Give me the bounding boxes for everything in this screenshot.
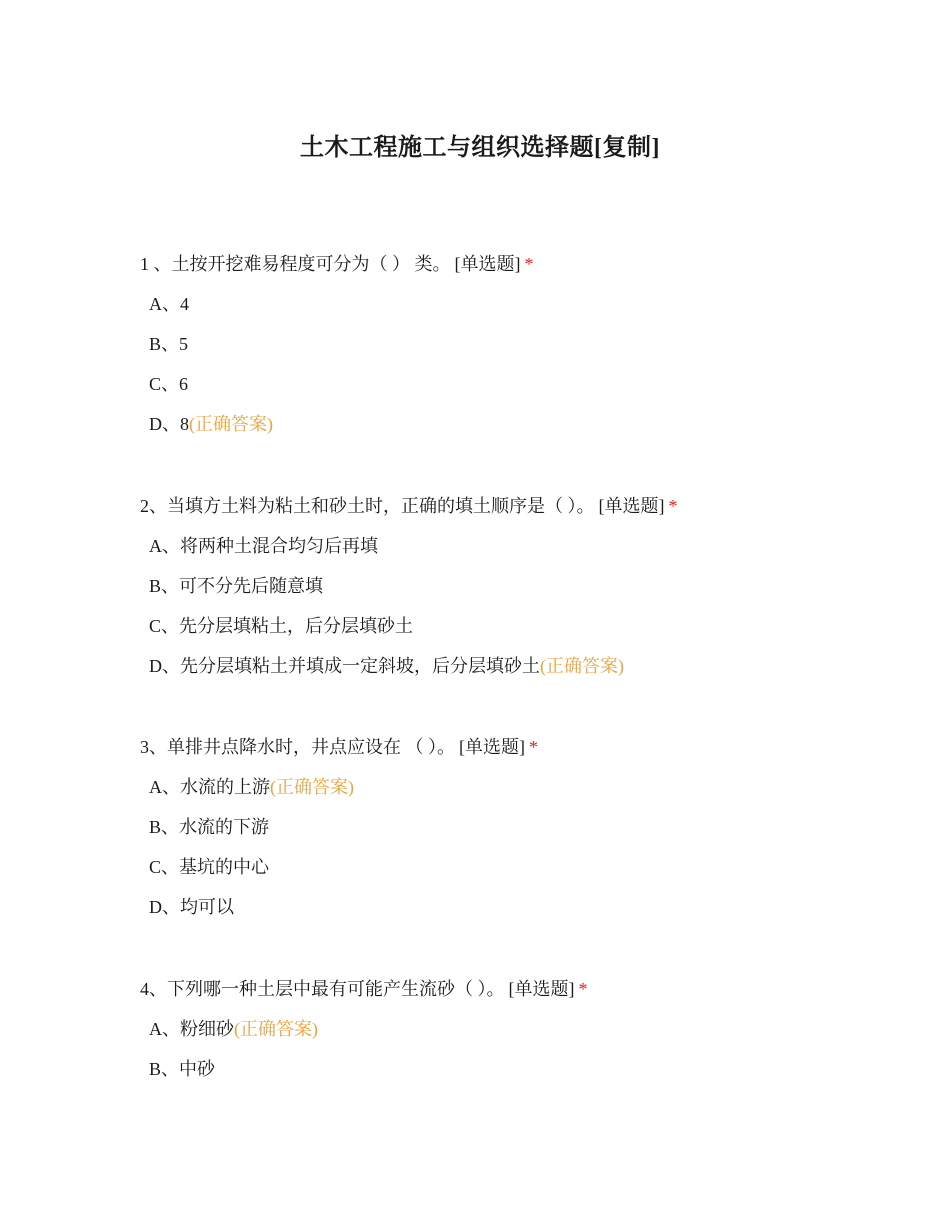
correct-answer-mark: (正确答案) [189, 414, 273, 434]
option-label: D、先分层填粘土并填成一定斜坡，后分层填砂土 [149, 656, 540, 676]
question-2 [140, 493, 900, 693]
option-a[interactable] [149, 291, 900, 317]
option-b[interactable] [149, 814, 900, 840]
option-b[interactable] [149, 331, 900, 357]
correct-answer-mark: (正确答案) [540, 656, 624, 676]
option-list [140, 291, 900, 437]
question-type: [单选题] [508, 979, 575, 999]
option-label: B、水流的下游 [149, 817, 270, 837]
question-stem: 4、下列哪一种土层中最有可能产生流砂（ ）。 [140, 979, 505, 999]
page-title: 土木工程施工与组织选择题[复制] [300, 135, 660, 162]
correct-answer-mark: (正确答案) [270, 777, 354, 797]
required-star: * [524, 254, 534, 274]
question-text [140, 493, 900, 519]
question-text [140, 734, 900, 760]
option-list [140, 533, 900, 679]
option-a[interactable] [149, 774, 900, 800]
option-d[interactable] [149, 411, 900, 437]
option-label: A、水流的上游 [149, 777, 270, 797]
question-type: [单选题] [459, 737, 525, 757]
question-type: [单选题] [454, 254, 521, 274]
option-label: C、先分层填粘土，后分层填砂土 [149, 616, 414, 636]
option-label: B、中砂 [149, 1059, 216, 1079]
option-label: D、8 [149, 414, 189, 434]
option-c[interactable] [149, 854, 900, 880]
option-label: A、粉细砂 [149, 1019, 234, 1039]
question-4 [140, 976, 900, 1096]
option-a[interactable] [149, 533, 900, 559]
question-3 [140, 734, 900, 934]
option-d[interactable] [149, 894, 900, 920]
question-text [140, 251, 900, 277]
option-b[interactable] [149, 573, 900, 599]
option-label: A、4 [149, 294, 189, 314]
required-star: * [578, 979, 588, 999]
option-a[interactable] [149, 1016, 900, 1042]
option-label: C、6 [149, 374, 189, 394]
question-text [140, 976, 900, 1002]
option-b[interactable] [149, 1056, 900, 1082]
option-list [140, 1016, 900, 1082]
question-stem: 3、单排井点降水时，井点应设在 （ ）。 [140, 737, 455, 757]
correct-answer-mark: (正确答案) [234, 1019, 318, 1039]
option-label: A、将两种土混合均匀后再填 [149, 536, 378, 556]
required-star: * [529, 737, 538, 757]
question-stem: 2、当填方土料为粘土和砂土时，正确的填土顺序是（ ）。 [140, 496, 595, 516]
option-label: B、5 [149, 334, 189, 354]
option-c[interactable] [149, 613, 900, 639]
option-label: D、均可以 [149, 897, 234, 917]
option-c[interactable] [149, 371, 900, 397]
option-label: B、可不分先后随意填 [149, 576, 324, 596]
option-label: C、基坑的中心 [149, 857, 270, 877]
required-star: * [668, 496, 678, 516]
question-stem: 1 、土按开挖难易程度可分为（ ） 类。 [140, 254, 451, 274]
question-type: [单选题] [598, 496, 665, 516]
option-list [140, 774, 900, 920]
question-1 [140, 251, 900, 451]
option-d[interactable] [149, 653, 900, 679]
